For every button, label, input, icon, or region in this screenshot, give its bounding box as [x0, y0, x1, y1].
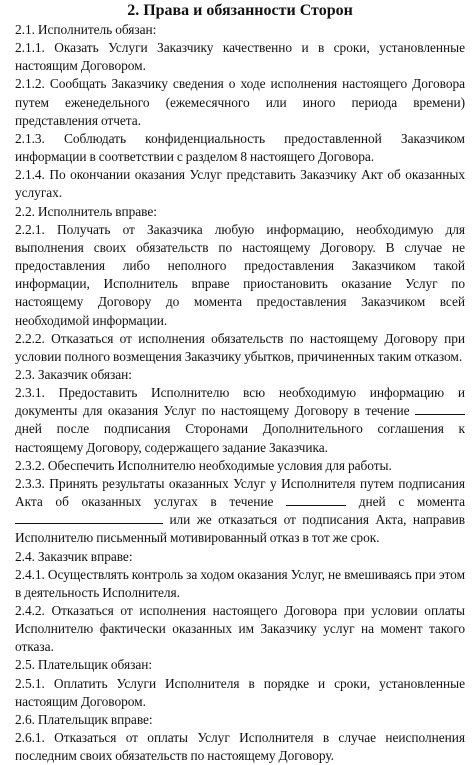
clause-2-6-1: 2.6.1. Отказаться от оплаты Услуг Исполнителя в случае неисполнения последним своих обязательств по настоящему Договору. — [15, 730, 465, 764]
clause-2-3-3 — [15, 475, 465, 548]
clause-2-3-1-part1: 2.3.1. Предоставить Исполнителю всю необходимую информацию и документы для оказания Услуг по настоящему Договору в течение — [15, 385, 465, 419]
section-title: 2. Права и обязанности Сторон — [127, 2, 353, 19]
clause-2-5: 2.5. Плательщик обязан: — [15, 657, 153, 673]
days-blank-field — [286, 493, 346, 506]
clause-2-5-1: 2.5.1. Оплатить Услуги Исполнителя в порядке и сроки, установленные настоящим Договором. — [15, 675, 465, 709]
clause-2-2-1: 2.2.1. Получать от Заказчика любую информацию, необходимую для выполнения своих обязательств по настоящему Договору. В случае не предоставления либо неполного предоставления Заказчиком такой информации, Исполнитель вправе приостановить оказание Услуг по настоящему Договору до момента предоставления Заказчиком всей необходимой информации. — [15, 221, 465, 328]
clause-2-3-3-part1: 2.3.3. Принять результаты оказанных Услуг у Исполнителя путем подписания Акта об оказанных услугах в течение — [15, 475, 465, 510]
clause-2-1-2: 2.1.2. Сообщать Заказчику сведения о ходе исполнения настоящего Договора путем еженедельного (ежемесячного или иного периода времени) представления отчета. — [15, 76, 465, 128]
clause-2-2: 2.2. Исполнитель вправе: — [15, 203, 157, 219]
clause-2-1-4: 2.1.4. По окончании оказания Услуг представить Заказчику Акт об оказанных услугах. — [15, 167, 465, 201]
clause-2-3-1-part2: дней после подписания Сторонами Дополнительного соглашения к настоящему Договору, содержащего задание Заказчика. — [15, 421, 465, 455]
document-page — [15, 0, 465, 765]
clause-2-4: 2.4. Заказчик вправе: — [15, 548, 133, 564]
clause-2-1-1: 2.1.1. Оказать Услуги Заказчику качественно и в сроки, установленные настоящим Договором. — [15, 40, 465, 74]
clause-2-4-1: 2.4.1. Осуществлять контроль за ходом оказания Услуг, не вмешиваясь при этом в деятельность Исполнителя. — [15, 566, 465, 600]
clause-2-4-2: 2.4.2. Отказаться от исполнения настоящего Договора при условии оплаты Исполнителю фактически оказанных им Заказчику услуг на момент такого отказа. — [15, 603, 465, 655]
clause-2-6: 2.6. Плательщик вправе: — [15, 711, 153, 727]
clause-2-3-2: 2.3.2. Обеспечить Исполнителю необходимые условия для работы. — [15, 457, 392, 473]
clause-2-3: 2.3. Заказчик обязан: — [15, 366, 132, 382]
clause-2-1: 2.1. Исполнитель обязан: — [15, 22, 157, 37]
date-blank-field — [15, 511, 163, 524]
clause-2-2-2: 2.2.2. Отказаться от исполнения обязательств по настоящему Договору при условии полного возмещения Заказчику убытков, причиненных таким отказом. — [15, 330, 465, 364]
clause-2-3-3-part2: дней с момента — [358, 494, 465, 510]
days-blank-field — [415, 402, 465, 415]
clause-2-3-3-part3: или же отказаться от подписания Акта, направив Исполнителю письменный мотивированный отказ в тот же срок. — [15, 512, 465, 546]
clause-2-3-1 — [15, 384, 465, 457]
clause-2-1-3: 2.1.3. Соблюдать конфиденциальность предоставленной Заказчиком информации в соответствии с разделом 8 настоящего Договора. — [15, 130, 465, 165]
